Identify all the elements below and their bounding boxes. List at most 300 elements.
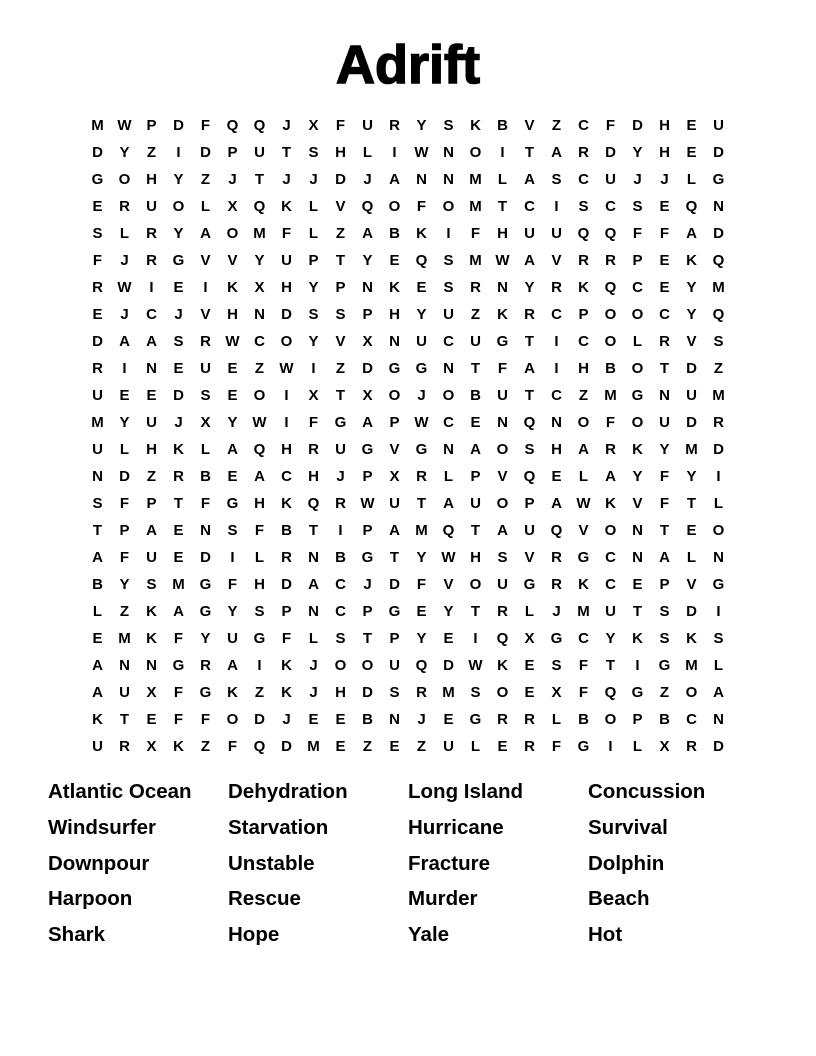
grid-letter[interactable]: T: [470, 603, 481, 620]
grid-letter[interactable]: C: [659, 306, 670, 323]
grid-letter[interactable]: R: [416, 468, 427, 485]
grid-letter[interactable]: U: [227, 630, 238, 647]
grid-letter[interactable]: R: [92, 360, 103, 377]
grid-letter[interactable]: E: [92, 306, 103, 323]
grid-letter[interactable]: N: [146, 657, 157, 674]
grid-letter[interactable]: A: [389, 522, 400, 539]
grid-letter[interactable]: X: [659, 738, 670, 755]
grid-letter[interactable]: C: [551, 306, 562, 323]
grid-letter[interactable]: U: [470, 333, 481, 350]
grid-letter[interactable]: A: [578, 441, 589, 458]
grid-letter[interactable]: T: [119, 711, 130, 728]
grid-letter[interactable]: T: [92, 522, 103, 539]
grid-letter[interactable]: K: [281, 657, 292, 674]
grid-letter[interactable]: X: [524, 630, 535, 647]
grid-letter[interactable]: G: [415, 441, 428, 458]
grid-letter[interactable]: F: [281, 225, 292, 242]
grid-letter[interactable]: G: [550, 630, 563, 647]
grid-letter[interactable]: I: [284, 387, 289, 404]
grid-letter[interactable]: Z: [146, 144, 157, 161]
grid-letter[interactable]: X: [308, 117, 319, 134]
grid-letter[interactable]: Y: [443, 603, 454, 620]
grid-letter[interactable]: E: [335, 738, 346, 755]
grid-letter[interactable]: W: [441, 549, 456, 566]
grid-letter[interactable]: Z: [659, 684, 670, 701]
grid-letter[interactable]: V: [200, 306, 211, 323]
grid-letter[interactable]: K: [281, 684, 292, 701]
grid-letter[interactable]: A: [551, 144, 562, 161]
grid-letter[interactable]: I: [635, 657, 640, 674]
grid-letter[interactable]: U: [200, 360, 211, 377]
grid-letter[interactable]: C: [335, 603, 346, 620]
grid-letter[interactable]: O: [496, 441, 509, 458]
grid-letter[interactable]: S: [308, 144, 319, 161]
grid-letter[interactable]: N: [254, 306, 265, 323]
grid-letter[interactable]: Q: [253, 117, 266, 134]
grid-letter[interactable]: N: [659, 387, 670, 404]
grid-letter[interactable]: G: [658, 657, 671, 674]
grid-letter[interactable]: P: [119, 522, 130, 539]
grid-letter[interactable]: A: [524, 171, 535, 188]
grid-letter[interactable]: E: [443, 630, 454, 647]
grid-letter[interactable]: E: [659, 198, 670, 215]
grid-letter[interactable]: R: [659, 333, 670, 350]
grid-letter[interactable]: K: [632, 441, 643, 458]
grid-letter[interactable]: T: [308, 522, 319, 539]
grid-letter[interactable]: D: [173, 117, 184, 134]
grid-letter[interactable]: F: [200, 117, 211, 134]
grid-letter[interactable]: T: [416, 495, 427, 512]
grid-letter[interactable]: J: [552, 603, 561, 620]
grid-letter[interactable]: P: [524, 495, 535, 512]
grid-letter[interactable]: Y: [416, 630, 427, 647]
grid-letter[interactable]: Y: [119, 414, 130, 431]
grid-letter[interactable]: S: [308, 306, 319, 323]
grid-letter[interactable]: Z: [146, 468, 157, 485]
grid-letter[interactable]: B: [281, 522, 292, 539]
grid-letter[interactable]: V: [335, 333, 346, 350]
grid-letter[interactable]: L: [578, 468, 589, 485]
grid-letter[interactable]: K: [227, 279, 238, 296]
grid-letter[interactable]: Y: [200, 630, 211, 647]
grid-letter[interactable]: L: [254, 549, 265, 566]
grid-letter[interactable]: S: [443, 117, 454, 134]
grid-letter[interactable]: U: [335, 441, 346, 458]
grid-letter[interactable]: S: [524, 441, 535, 458]
grid-letter[interactable]: Z: [470, 306, 481, 323]
grid-letter[interactable]: H: [551, 441, 562, 458]
grid-letter[interactable]: T: [524, 333, 535, 350]
grid-letter[interactable]: U: [254, 144, 265, 161]
grid-letter[interactable]: C: [578, 630, 589, 647]
grid-letter[interactable]: Y: [632, 144, 643, 161]
grid-letter[interactable]: G: [388, 360, 401, 377]
grid-letter[interactable]: U: [524, 522, 535, 539]
grid-letter[interactable]: U: [92, 387, 103, 404]
grid-letter[interactable]: D: [254, 711, 265, 728]
grid-letter[interactable]: Y: [119, 144, 130, 161]
grid-letter[interactable]: P: [146, 495, 157, 512]
grid-letter[interactable]: N: [497, 414, 508, 431]
grid-letter[interactable]: E: [416, 603, 427, 620]
grid-letter[interactable]: P: [470, 468, 481, 485]
grid-letter[interactable]: V: [524, 117, 535, 134]
grid-letter[interactable]: Y: [686, 468, 697, 485]
grid-letter[interactable]: E: [146, 711, 157, 728]
grid-letter[interactable]: T: [281, 144, 292, 161]
grid-letter[interactable]: I: [554, 198, 559, 215]
grid-letter[interactable]: D: [281, 306, 292, 323]
grid-letter[interactable]: Y: [119, 576, 130, 593]
grid-letter[interactable]: A: [551, 495, 562, 512]
grid-letter[interactable]: N: [389, 711, 400, 728]
grid-letter[interactable]: G: [361, 549, 374, 566]
grid-letter[interactable]: U: [389, 495, 400, 512]
grid-letter[interactable]: B: [389, 225, 400, 242]
grid-letter[interactable]: F: [578, 684, 589, 701]
grid-letter[interactable]: R: [551, 279, 562, 296]
grid-letter[interactable]: W: [117, 117, 132, 134]
grid-letter[interactable]: S: [659, 630, 670, 647]
grid-letter[interactable]: E: [632, 576, 643, 593]
grid-letter[interactable]: B: [578, 711, 589, 728]
grid-letter[interactable]: I: [392, 144, 397, 161]
grid-letter[interactable]: V: [578, 522, 589, 539]
grid-letter[interactable]: W: [360, 495, 375, 512]
grid-letter[interactable]: W: [252, 414, 267, 431]
grid-letter[interactable]: A: [146, 333, 157, 350]
grid-letter[interactable]: O: [712, 522, 725, 539]
grid-letter[interactable]: Y: [173, 225, 184, 242]
grid-letter[interactable]: A: [173, 603, 184, 620]
grid-letter[interactable]: S: [92, 495, 103, 512]
grid-letter[interactable]: W: [225, 333, 240, 350]
grid-letter[interactable]: O: [685, 684, 698, 701]
grid-letter[interactable]: A: [254, 468, 265, 485]
grid-letter[interactable]: U: [713, 117, 724, 134]
grid-letter[interactable]: L: [686, 171, 697, 188]
grid-letter[interactable]: P: [362, 603, 373, 620]
grid-letter[interactable]: S: [227, 522, 238, 539]
grid-letter[interactable]: A: [524, 252, 535, 269]
grid-letter[interactable]: K: [686, 630, 697, 647]
grid-letter[interactable]: N: [308, 549, 319, 566]
grid-letter[interactable]: S: [443, 252, 454, 269]
grid-letter[interactable]: X: [308, 387, 319, 404]
grid-letter[interactable]: S: [335, 630, 346, 647]
grid-letter[interactable]: A: [497, 522, 508, 539]
grid-letter[interactable]: M: [577, 603, 590, 620]
grid-letter[interactable]: T: [335, 252, 346, 269]
grid-letter[interactable]: E: [659, 279, 670, 296]
grid-letter[interactable]: R: [713, 414, 724, 431]
grid-letter[interactable]: U: [92, 738, 103, 755]
grid-letter[interactable]: N: [416, 171, 427, 188]
grid-letter[interactable]: K: [389, 279, 400, 296]
grid-letter[interactable]: P: [281, 603, 292, 620]
grid-letter[interactable]: J: [174, 306, 183, 323]
grid-letter[interactable]: I: [122, 360, 127, 377]
grid-letter[interactable]: N: [443, 441, 454, 458]
grid-letter[interactable]: O: [469, 576, 482, 593]
grid-letter[interactable]: S: [632, 198, 643, 215]
grid-letter[interactable]: Z: [362, 738, 373, 755]
grid-letter[interactable]: F: [632, 225, 643, 242]
grid-letter[interactable]: T: [362, 630, 373, 647]
grid-letter[interactable]: U: [389, 657, 400, 674]
grid-letter[interactable]: V: [686, 576, 697, 593]
grid-letter[interactable]: C: [605, 198, 616, 215]
grid-letter[interactable]: F: [470, 225, 481, 242]
grid-letter[interactable]: X: [254, 279, 265, 296]
grid-letter[interactable]: G: [496, 333, 509, 350]
grid-letter[interactable]: S: [146, 576, 157, 593]
grid-letter[interactable]: Y: [416, 306, 427, 323]
grid-letter[interactable]: I: [338, 522, 343, 539]
grid-letter[interactable]: Y: [227, 603, 238, 620]
grid-letter[interactable]: C: [335, 576, 346, 593]
grid-letter[interactable]: Q: [442, 522, 455, 539]
grid-letter[interactable]: V: [335, 198, 346, 215]
grid-letter[interactable]: N: [443, 171, 454, 188]
grid-letter[interactable]: D: [362, 360, 373, 377]
grid-letter[interactable]: Y: [524, 279, 535, 296]
grid-letter[interactable]: W: [414, 144, 429, 161]
grid-letter[interactable]: E: [443, 711, 454, 728]
grid-letter[interactable]: K: [605, 495, 616, 512]
grid-letter[interactable]: M: [712, 279, 725, 296]
grid-letter[interactable]: R: [119, 738, 130, 755]
grid-letter[interactable]: N: [308, 603, 319, 620]
grid-letter[interactable]: K: [497, 306, 508, 323]
grid-letter[interactable]: J: [309, 657, 318, 674]
grid-letter[interactable]: G: [172, 252, 185, 269]
grid-letter[interactable]: Y: [416, 117, 427, 134]
grid-letter[interactable]: S: [173, 333, 184, 350]
grid-letter[interactable]: P: [362, 522, 373, 539]
grid-letter[interactable]: E: [308, 711, 319, 728]
grid-letter[interactable]: H: [227, 306, 238, 323]
grid-letter[interactable]: O: [496, 495, 509, 512]
grid-letter[interactable]: K: [146, 630, 157, 647]
grid-letter[interactable]: O: [496, 684, 509, 701]
grid-letter[interactable]: M: [469, 171, 482, 188]
grid-letter[interactable]: R: [605, 252, 616, 269]
grid-letter[interactable]: Q: [496, 630, 509, 647]
grid-letter[interactable]: H: [146, 171, 157, 188]
grid-letter[interactable]: Z: [254, 360, 265, 377]
grid-letter[interactable]: E: [524, 657, 535, 674]
grid-letter[interactable]: L: [200, 441, 211, 458]
grid-letter[interactable]: O: [604, 333, 617, 350]
grid-letter[interactable]: Z: [119, 603, 130, 620]
grid-letter[interactable]: O: [604, 306, 617, 323]
grid-letter[interactable]: D: [200, 549, 211, 566]
grid-letter[interactable]: F: [308, 414, 319, 431]
grid-letter[interactable]: K: [92, 711, 103, 728]
grid-letter[interactable]: T: [605, 657, 616, 674]
grid-letter[interactable]: F: [200, 495, 211, 512]
grid-letter[interactable]: M: [604, 387, 617, 404]
grid-letter[interactable]: K: [632, 630, 643, 647]
grid-letter[interactable]: G: [91, 171, 104, 188]
grid-letter[interactable]: K: [227, 684, 238, 701]
grid-letter[interactable]: A: [119, 333, 130, 350]
grid-letter[interactable]: M: [415, 522, 428, 539]
grid-letter[interactable]: E: [119, 387, 130, 404]
grid-letter[interactable]: I: [446, 225, 451, 242]
grid-letter[interactable]: T: [659, 360, 670, 377]
grid-letter[interactable]: R: [92, 279, 103, 296]
grid-letter[interactable]: U: [443, 306, 454, 323]
grid-letter[interactable]: Z: [254, 684, 265, 701]
grid-letter[interactable]: U: [443, 738, 454, 755]
grid-letter[interactable]: I: [230, 549, 235, 566]
grid-letter[interactable]: E: [227, 387, 238, 404]
grid-letter[interactable]: P: [659, 576, 670, 593]
grid-letter[interactable]: D: [713, 441, 724, 458]
grid-letter[interactable]: H: [146, 441, 157, 458]
grid-letter[interactable]: U: [281, 252, 292, 269]
grid-letter[interactable]: K: [578, 279, 589, 296]
grid-letter[interactable]: R: [146, 225, 157, 242]
grid-letter[interactable]: O: [604, 711, 617, 728]
grid-letter[interactable]: U: [92, 441, 103, 458]
grid-letter[interactable]: G: [199, 576, 212, 593]
grid-letter[interactable]: S: [254, 603, 265, 620]
grid-letter[interactable]: L: [713, 495, 724, 512]
grid-letter[interactable]: M: [91, 414, 104, 431]
grid-letter[interactable]: F: [92, 252, 103, 269]
grid-letter[interactable]: R: [578, 252, 589, 269]
grid-letter[interactable]: E: [173, 522, 184, 539]
grid-letter[interactable]: U: [146, 549, 157, 566]
grid-letter[interactable]: F: [200, 711, 211, 728]
grid-letter[interactable]: T: [497, 198, 508, 215]
grid-letter[interactable]: S: [551, 657, 562, 674]
grid-letter[interactable]: P: [362, 468, 373, 485]
grid-letter[interactable]: J: [309, 684, 318, 701]
grid-letter[interactable]: C: [443, 414, 454, 431]
grid-letter[interactable]: G: [712, 576, 725, 593]
grid-letter[interactable]: B: [659, 711, 670, 728]
grid-letter[interactable]: Q: [523, 468, 536, 485]
grid-letter[interactable]: G: [361, 441, 374, 458]
grid-letter[interactable]: E: [92, 198, 103, 215]
grid-letter[interactable]: P: [146, 117, 157, 134]
grid-letter[interactable]: J: [417, 711, 426, 728]
grid-letter[interactable]: S: [659, 603, 670, 620]
grid-letter[interactable]: X: [362, 387, 373, 404]
grid-letter[interactable]: N: [443, 360, 454, 377]
grid-letter[interactable]: T: [389, 549, 400, 566]
grid-letter[interactable]: R: [497, 603, 508, 620]
grid-letter[interactable]: I: [608, 738, 613, 755]
grid-letter[interactable]: X: [146, 684, 157, 701]
grid-letter[interactable]: H: [281, 279, 292, 296]
grid-letter[interactable]: J: [309, 171, 318, 188]
grid-letter[interactable]: L: [200, 198, 211, 215]
grid-letter[interactable]: D: [605, 144, 616, 161]
grid-letter[interactable]: W: [117, 279, 132, 296]
grid-letter[interactable]: O: [118, 171, 131, 188]
grid-letter[interactable]: U: [146, 198, 157, 215]
grid-letter[interactable]: Q: [361, 198, 374, 215]
grid-letter[interactable]: G: [199, 603, 212, 620]
grid-letter[interactable]: U: [416, 333, 427, 350]
grid-letter[interactable]: K: [416, 225, 427, 242]
grid-letter[interactable]: E: [173, 549, 184, 566]
grid-letter[interactable]: Z: [200, 171, 211, 188]
grid-letter[interactable]: T: [254, 171, 265, 188]
grid-letter[interactable]: Y: [632, 468, 643, 485]
grid-letter[interactable]: H: [578, 360, 589, 377]
grid-letter[interactable]: F: [659, 495, 670, 512]
grid-letter[interactable]: Z: [200, 738, 211, 755]
grid-letter[interactable]: Q: [415, 252, 428, 269]
grid-letter[interactable]: R: [119, 198, 130, 215]
grid-letter[interactable]: A: [713, 684, 724, 701]
grid-letter[interactable]: V: [551, 252, 562, 269]
grid-letter[interactable]: E: [416, 279, 427, 296]
grid-letter[interactable]: S: [389, 684, 400, 701]
grid-letter[interactable]: O: [631, 360, 644, 377]
grid-letter[interactable]: S: [497, 549, 508, 566]
grid-letter[interactable]: G: [388, 603, 401, 620]
grid-letter[interactable]: H: [335, 684, 346, 701]
grid-letter[interactable]: S: [551, 171, 562, 188]
grid-letter[interactable]: A: [443, 495, 454, 512]
grid-letter[interactable]: I: [203, 279, 208, 296]
grid-letter[interactable]: O: [577, 414, 590, 431]
grid-letter[interactable]: C: [605, 549, 616, 566]
grid-letter[interactable]: T: [659, 522, 670, 539]
grid-letter[interactable]: Y: [686, 306, 697, 323]
grid-letter[interactable]: O: [631, 306, 644, 323]
grid-letter[interactable]: Q: [604, 279, 617, 296]
grid-letter[interactable]: U: [524, 225, 535, 242]
grid-letter[interactable]: H: [497, 225, 508, 242]
grid-letter[interactable]: X: [227, 198, 238, 215]
grid-letter[interactable]: O: [604, 522, 617, 539]
grid-letter[interactable]: M: [469, 252, 482, 269]
grid-letter[interactable]: Q: [307, 495, 320, 512]
grid-letter[interactable]: N: [632, 522, 643, 539]
grid-letter[interactable]: K: [497, 657, 508, 674]
grid-letter[interactable]: V: [686, 333, 697, 350]
grid-letter[interactable]: B: [497, 117, 508, 134]
grid-letter[interactable]: Q: [226, 117, 239, 134]
grid-letter[interactable]: S: [335, 306, 346, 323]
grid-letter[interactable]: A: [362, 225, 373, 242]
grid-letter[interactable]: Y: [173, 171, 184, 188]
grid-letter[interactable]: N: [713, 711, 724, 728]
grid-letter[interactable]: F: [335, 117, 346, 134]
grid-letter[interactable]: A: [659, 549, 670, 566]
grid-letter[interactable]: E: [92, 630, 103, 647]
grid-letter[interactable]: V: [200, 252, 211, 269]
grid-letter[interactable]: P: [578, 306, 589, 323]
grid-letter[interactable]: L: [713, 657, 724, 674]
grid-letter[interactable]: R: [686, 738, 697, 755]
grid-letter[interactable]: I: [311, 360, 316, 377]
grid-letter[interactable]: M: [712, 387, 725, 404]
grid-letter[interactable]: C: [605, 576, 616, 593]
grid-letter[interactable]: M: [91, 117, 104, 134]
grid-letter[interactable]: D: [713, 144, 724, 161]
grid-letter[interactable]: C: [254, 333, 265, 350]
grid-letter[interactable]: J: [282, 117, 291, 134]
